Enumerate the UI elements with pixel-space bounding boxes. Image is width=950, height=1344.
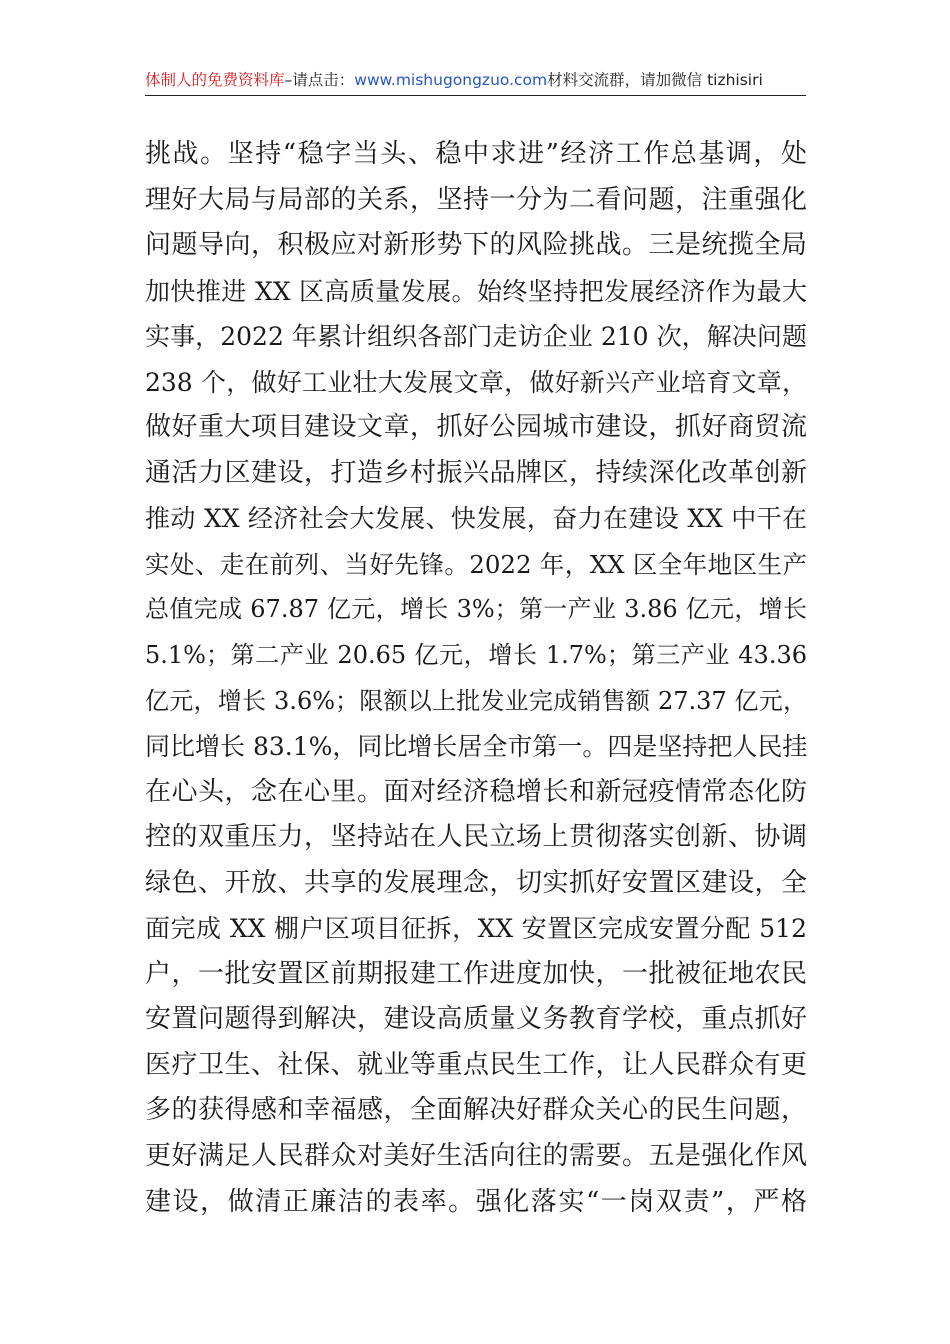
text-line: 总值完成 67.87 亿元，增长 3%；第一产业 3.86 亿元，增长 bbox=[145, 595, 807, 624]
text-line: 238 个，做好工业壮大发展文章，做好新兴产业培育文章， bbox=[145, 367, 807, 397]
text-line: 面完成 XX 棚户区项目征拆，XX 安置区完成安置分配 512 bbox=[145, 914, 807, 944]
text-line: 同比增长 83.1%，同比增长居全市第一。四是坚持把人民挂 bbox=[145, 732, 808, 762]
header-site-name: 体制人的免费资料库 bbox=[145, 71, 285, 89]
text-line: 5.1%；第二产业 20.65 亿元，增长 1.7%；第三产业 43.36 bbox=[145, 641, 807, 670]
text-line: 建设，做清正廉洁的表率。强化落实“一岗双责”，严格 bbox=[145, 1186, 807, 1217]
text-line: 做好重大项目建设文章，抓好公园城市建设，抓好商贸流 bbox=[145, 412, 807, 443]
body-text bbox=[145, 132, 807, 1225]
page-header bbox=[145, 66, 806, 94]
text-line: 安置问题得到解决，建设高质量义务教育学校，重点抓好 bbox=[145, 1004, 807, 1035]
text-line: 实处、走在前列、当好先锋。2022 年，XX 区全年地区生产 bbox=[145, 549, 807, 579]
text-line: 问题导向，积极应对新形势下的风险挑战。三是统揽全局 bbox=[145, 230, 807, 261]
text-line: 更好满足人民群众对美好生活向往的需要。五是强化作风 bbox=[145, 1141, 807, 1172]
text-line: 控的双重压力，坚持站在人民立场上贯彻落实创新、协调 bbox=[145, 822, 807, 853]
text-line: 户，一批安置区前期报建工作进度加快，一批被征地农民 bbox=[145, 958, 807, 989]
text-line: 在心头，念在心里。面对经济稳增长和新冠疫情常态化防 bbox=[145, 776, 807, 807]
text-line: 多的获得感和幸福感，全面解决好群众关心的民生问题， bbox=[145, 1095, 807, 1126]
header-click-prompt: –请点击： bbox=[284, 71, 355, 89]
text-line: 理好大局与局部的关系，坚持一分为二看问题，注重强化 bbox=[145, 184, 807, 215]
header-wechat-note: 材料交流群，请加微信 tizhisiri bbox=[547, 71, 763, 89]
text-line: 加快推进 XX 区高质量发展。始终坚持把发展经济作为最大 bbox=[145, 276, 807, 306]
text-line: 绿色、开放、共享的发展理念，切实抓好安置区建设，全 bbox=[145, 867, 807, 898]
text-line: 医疗卫生、社保、就业等重点民生工作，让人民群众有更 bbox=[145, 1049, 807, 1080]
text-line: 推动 XX 经济社会大发展、快发展，奋力在建设 XX 中干在 bbox=[145, 504, 807, 534]
text-line: 亿元，增长 3.6%；限额以上批发业完成销售额 27.37 亿元， bbox=[145, 686, 807, 715]
text-line: 实事，2022 年累计组织各部门走访企业 210 次，解决问题 bbox=[145, 322, 807, 352]
text-line: 挑战。坚持“稳字当头、稳中求进”经济工作总基调，处 bbox=[145, 139, 807, 169]
text-line: 通活力区建设，打造乡村振兴品牌区，持续深化改革创新 bbox=[145, 457, 807, 488]
header-divider bbox=[145, 95, 806, 96]
header-url-link[interactable]: www.mishugongzuo.com bbox=[354, 71, 548, 89]
